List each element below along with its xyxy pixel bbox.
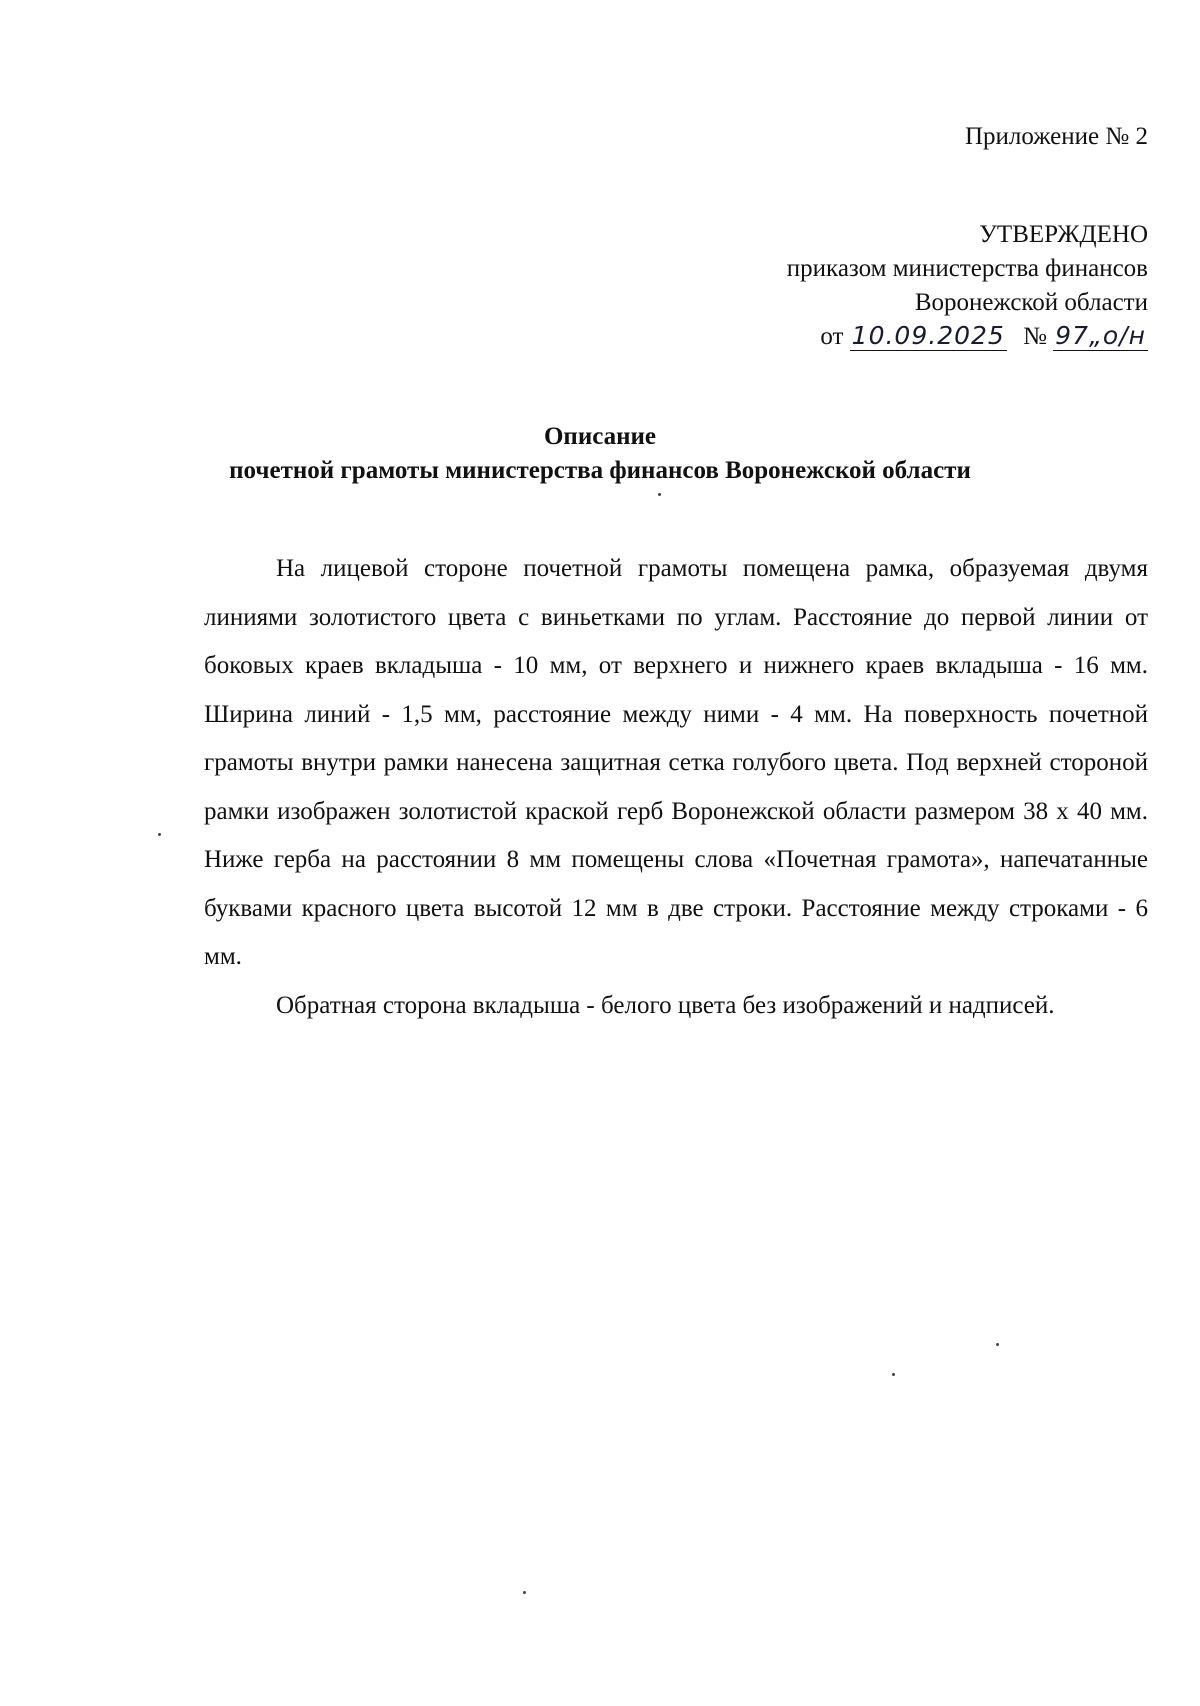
body-paragraph-2: Обратная сторона вкладыша - белого цвета без изображений и надписей. (276, 991, 1055, 1019)
title-line-1: Описание (543, 423, 657, 450)
body-paragraph-1: На лицевой стороне почетной грамоты помещена рамка, образуемая двумя линиями золотистого цвета с виньетками по углам. Расстояние до первой линии от боковых краев вкладыша - 10 мм, от верхнего и нижнего краев вкладыша - 16 мм. Ширина линий - 1,5 мм, расстояние между ними - 4 мм. На поверхность почетной грамоты внутри рамки нанесена защитная сетка голубого цвета. Под верхней стороной рамки изображен золотистой краской герб Воронежской области размером 38 х 40 мм. Ниже герба на расстоянии 8 мм помещены слова «Почетная грамота», напечатанные буквами красного цвета высотой 12 мм в две строки. Расстояние между строками - 6 мм. (204, 555, 1148, 970)
scan-speck (892, 1373, 895, 1376)
date-prefix: от (820, 323, 844, 350)
handwritten-date: 10.09.2025 (851, 321, 1005, 350)
document-body (204, 545, 1148, 1030)
scan-speck (523, 1591, 526, 1594)
approval-line-2: Воронежской области (914, 289, 1148, 316)
number-prefix: № (1023, 323, 1047, 350)
handwritten-number: 97„о/н (1055, 321, 1146, 350)
scan-speck (158, 833, 161, 836)
approval-heading: УТВЕРЖДЕНО (979, 221, 1148, 248)
scan-speck (658, 493, 661, 496)
approval-date-line (787, 320, 1148, 354)
document-title (0, 420, 1200, 488)
appendix-label: Приложение № 2 (964, 123, 1148, 150)
title-line-2: почетной грамоты министерства финансов Воронежской области (229, 457, 971, 484)
scan-speck (996, 1343, 999, 1346)
approval-line-1: приказом министерства финансов (786, 255, 1148, 282)
approval-block (787, 218, 1148, 354)
